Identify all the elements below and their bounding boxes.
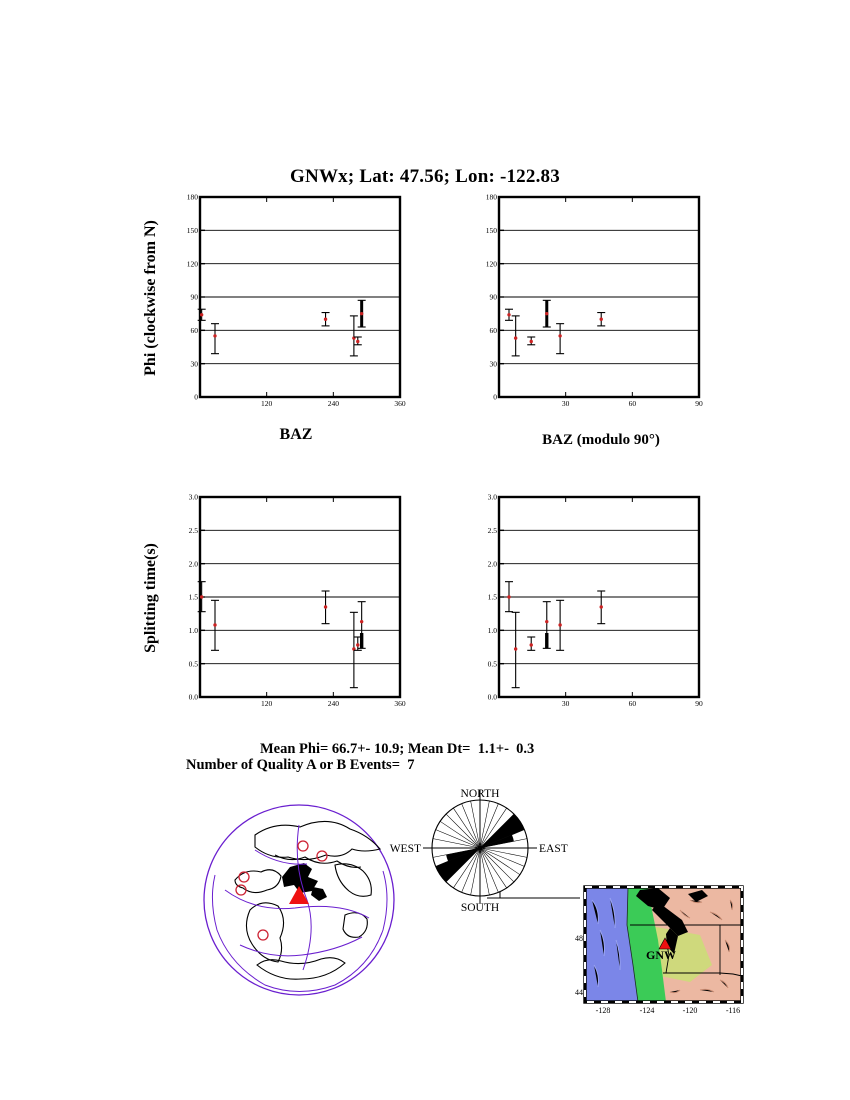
event-marker [324,605,327,608]
rose-label-west: WEST [389,843,421,855]
svg-text:90: 90 [489,292,497,302]
svg-text:3.0: 3.0 [188,492,198,502]
gridlines [499,197,699,397]
svg-text:30: 30 [190,359,198,369]
rose-scale-bar [487,892,580,898]
event-errorbar [358,300,366,327]
event-errorbar [556,324,564,354]
page-title: GNWx; Lat: 47.56; Lon: -122.83 [290,166,560,187]
svg-text:1.0: 1.0 [487,625,497,635]
svg-text:360: 360 [394,399,406,408]
svg-text:120: 120 [485,259,497,269]
svg-text:2.5: 2.5 [487,525,497,535]
svg-text:30: 30 [489,359,497,369]
dt-vs-baz-plot [165,483,435,717]
event-marker [213,334,216,337]
event-errorbar [543,300,551,327]
svg-text:90: 90 [695,399,703,408]
event-marker [200,595,203,598]
rose-label-south: SOUTH [460,902,500,914]
dt-vs-bazmod-plot [464,483,734,717]
event-marker [356,340,359,343]
svg-text:120: 120 [261,399,273,408]
baz-axis-title: BAZ [279,426,313,443]
map-x-tick: -116 [725,1006,741,1015]
event-errorbar [322,591,330,624]
event-marker [213,623,216,626]
svg-text:30: 30 [561,399,570,408]
event-errorbar [527,637,535,650]
event-marker [324,318,327,321]
event-marker [356,643,359,646]
event-errorbar [211,600,219,650]
svg-text:3.0: 3.0 [487,492,497,502]
tick-labels [189,493,406,708]
event-location-icon [236,885,246,895]
dt-axis-title: Splitting time(s) [142,543,159,653]
rose-label-east: EAST [539,843,568,855]
svg-text:0.0: 0.0 [487,692,497,702]
data-points [198,300,366,356]
station-label: GNW [646,948,676,962]
svg-text:0.5: 0.5 [487,659,497,669]
svg-text:180: 180 [485,192,497,202]
map-x-tick: -120 [682,1006,698,1015]
svg-text:120: 120 [186,259,198,269]
phi-axis-title: Phi (clockwise from N) [142,220,159,376]
event-errorbar [512,316,520,356]
tick-labels [488,493,703,708]
baz-mod90-axis-title: BAZ (modulo 90°) [542,432,660,448]
data-points [505,582,605,688]
event-marker [600,318,603,321]
gridlines [200,497,400,697]
svg-text:2.0: 2.0 [188,559,198,569]
gridlines [200,197,400,397]
event-marker [545,620,548,623]
event-marker [558,334,561,337]
map-y-tick: 44 [575,988,583,997]
svg-text:0.0: 0.0 [188,692,198,702]
svg-text:120: 120 [261,699,273,708]
svg-text:360: 360 [394,699,406,708]
svg-text:1.5: 1.5 [188,592,198,602]
event-location-icon [298,841,308,851]
svg-text:60: 60 [628,699,637,708]
svg-text:30: 30 [561,699,570,708]
phi-vs-baz-plot [165,183,435,417]
event-count-text: Number of Quality A or B Events= 7 [186,757,415,773]
event-errorbar [350,316,358,356]
event-marker [200,313,203,316]
event-marker [558,623,561,626]
svg-text:2.0: 2.0 [487,559,497,569]
event-errorbar [527,337,535,345]
svg-text:240: 240 [327,699,339,708]
event-errorbar [505,309,513,320]
event-marker [507,595,510,598]
event-marker [600,605,603,608]
svg-text:90: 90 [190,292,198,302]
event-marker [530,643,533,646]
event-errorbar [597,591,605,624]
tick-labels [486,193,703,408]
event-marker [514,647,517,650]
globe-map [195,795,410,1010]
map-x-tick: -124 [639,1006,655,1015]
svg-text:150: 150 [186,225,198,235]
svg-text:180: 180 [186,192,198,202]
svg-text:90: 90 [695,699,703,708]
event-errorbar [322,313,330,326]
event-errorbar [358,602,366,649]
svg-text:1.5: 1.5 [487,592,497,602]
event-marker [545,312,548,315]
region-map [570,880,765,1020]
event-marker [507,313,510,316]
map-y-tick: 48 [575,934,583,943]
svg-text:2.5: 2.5 [188,525,198,535]
event-marker [360,620,363,623]
event-errorbar [543,602,551,649]
tick-labels [187,193,406,408]
map-x-tick: -128 [595,1006,611,1015]
svg-text:1.0: 1.0 [188,625,198,635]
gridlines [499,497,699,697]
svg-text:240: 240 [327,399,339,408]
rose-label-north: NORTH [460,788,500,800]
data-points [198,582,366,688]
event-marker [530,340,533,343]
svg-text:150: 150 [485,225,497,235]
data-points [505,300,605,356]
event-errorbar [211,324,219,354]
event-errorbar [556,600,564,650]
event-marker [514,336,517,339]
event-errorbar [597,313,605,326]
svg-text:0: 0 [194,392,198,402]
event-marker [360,312,363,315]
svg-text:60: 60 [489,325,497,335]
mean-summary-text: Mean Phi= 66.7+- 10.9; Mean Dt= 1.1+- 0.3 [260,741,535,757]
phi-vs-bazmod-plot [464,183,734,417]
event-location-icon [258,930,268,940]
svg-text:0: 0 [493,392,497,402]
svg-text:60: 60 [628,399,637,408]
svg-text:60: 60 [190,325,198,335]
event-errorbar [512,612,520,687]
svg-text:0.5: 0.5 [188,659,198,669]
